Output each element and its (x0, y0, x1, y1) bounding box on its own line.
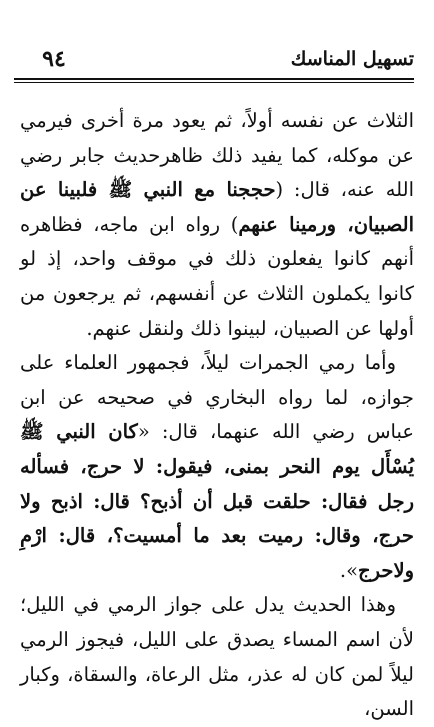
paragraph-text: وأما رمي الجمرات ليلاً، فجمهور العلماء على جوازه، لما رواه البخاري في صحيحه عن ابن عباس رضي الله عنهما، قال: « (20, 351, 414, 444)
page-number: ٩٤ (42, 46, 66, 72)
paragraph-proxy-stoning (20, 104, 414, 346)
paragraph-hadith-evidence (20, 588, 414, 726)
paragraph-text: الثلاث عن نفسه أولاً، ثم يعود مرة أخرى فيرمي عن موكله، كما يفيد ذلك ظاهرحديث جابر رضي الله عنه، قال: ( (20, 109, 414, 202)
hadith-quote-jabir: حججنا مع النبي ﷺ فلبينا عن الصبيان، ورمينا عنهم (20, 178, 414, 236)
running-title: تسهيل المناسك (290, 48, 414, 70)
paragraph-text: ) رواه ابن ماجه، فظاهره أنهم كانوا يفعلون ذلك في موقف واحد، إذ لو كانوا يكملون الثلاث عن أنفسهم، ثم يرجعون من أولها عن الصبيان، لبينوا ذلك ولنقل عنهم. (20, 212, 414, 340)
hadith-quote-ibn-abbas: كان النبي ﷺ يُسْأَل يوم النحر بمنى، فيقول: لا حرج، فسأله رجل فقال: حلقت قبل أن أذبح؟ قال: اذبح ولا حرج، وقال: رميت بعد ما أمسيت؟، قال: ارْمِ ولاحرج (20, 420, 414, 582)
page-body (20, 104, 414, 727)
paragraph-text: ». (339, 558, 359, 582)
paragraph-night-stoning (20, 346, 414, 588)
paragraph-text: وهذا الحديث يدل على جواز الرمي في الليل؛ لأن اسم المساء يصدق على الليل، فيجوز الرمي ليلاً لمن كان له عذر، مثل الرعاة، والسقاة، وكبار السن، (20, 593, 414, 721)
header-rule (14, 78, 414, 83)
page-header (14, 44, 414, 80)
